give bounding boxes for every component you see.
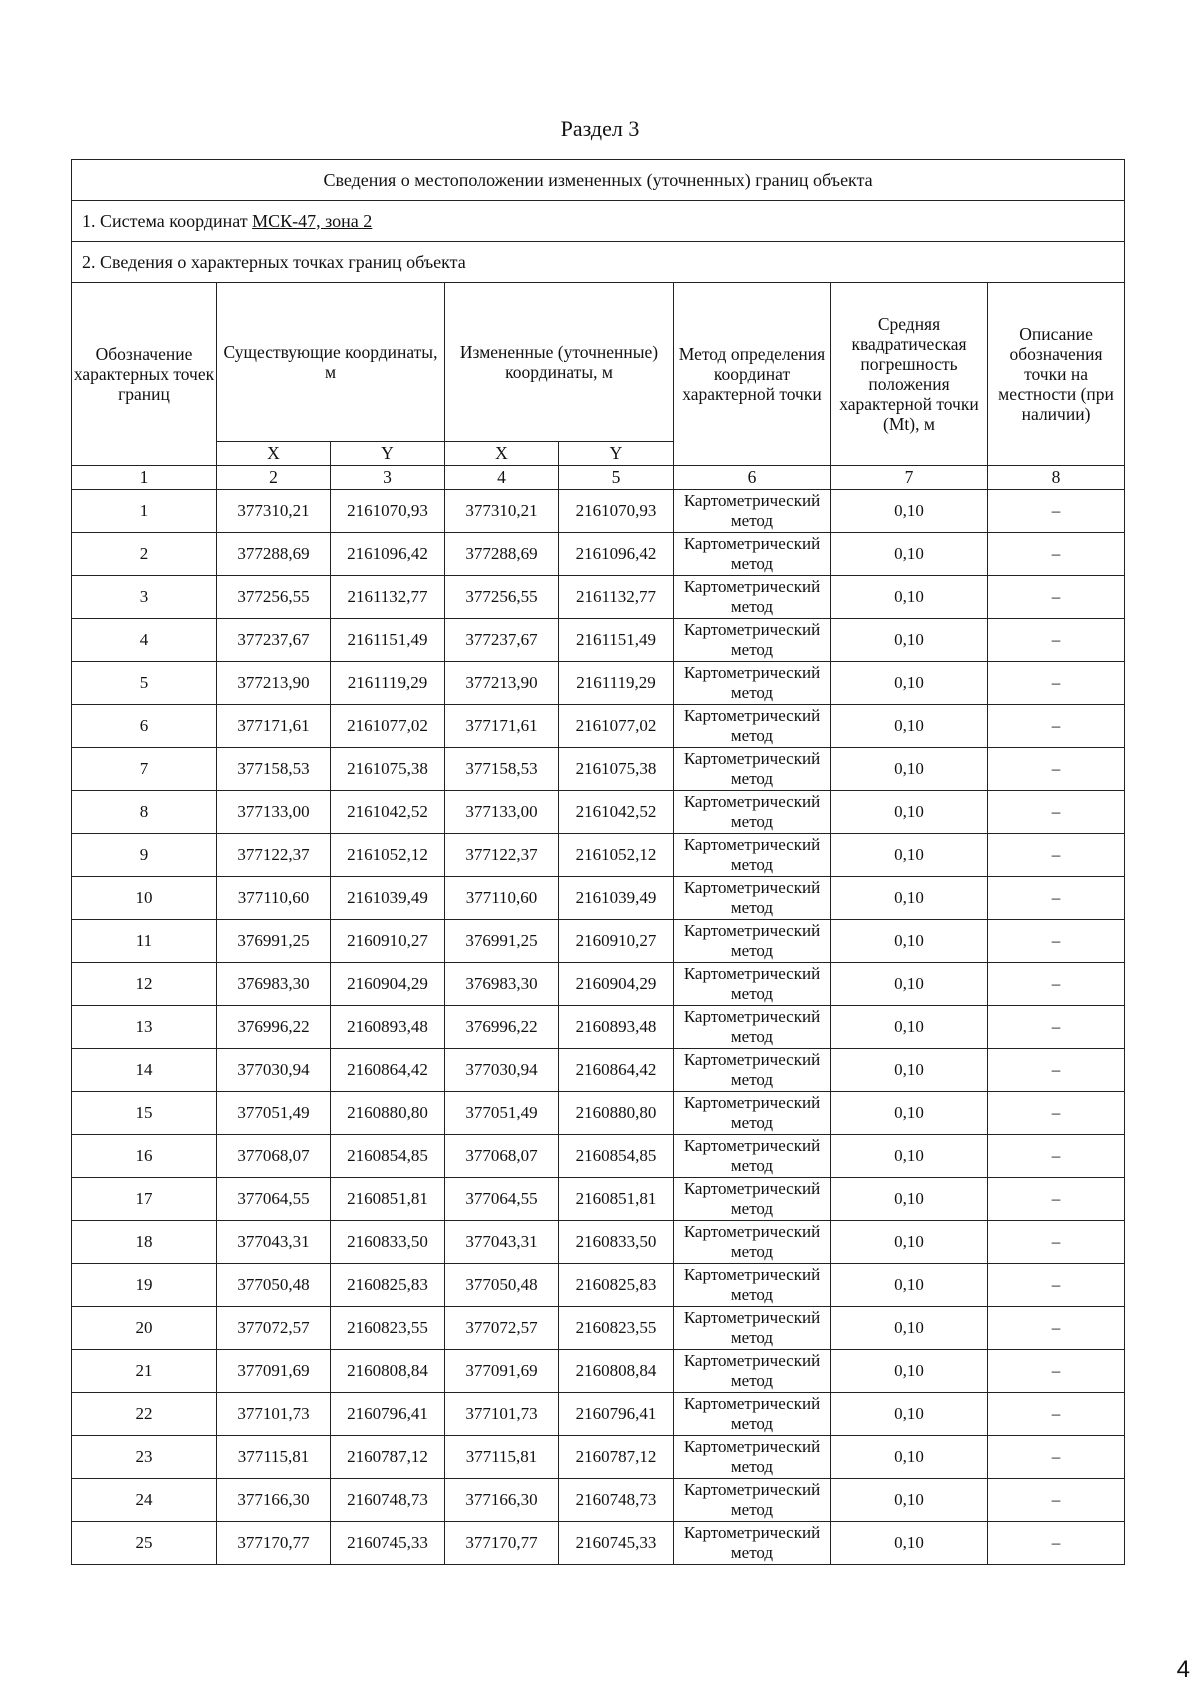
cell-existing-y: 2161039,49 [331, 877, 445, 920]
cell-existing-y: 2161077,02 [331, 705, 445, 748]
cell-point-number: 10 [72, 877, 217, 920]
cell-description: – [988, 1393, 1125, 1436]
cell-error: 0,10 [831, 1135, 988, 1178]
cell-existing-y: 2160796,41 [331, 1393, 445, 1436]
table-row [72, 662, 1125, 705]
cell-existing-y: 2161119,29 [331, 662, 445, 705]
cell-description: – [988, 1049, 1125, 1092]
cell-changed-x: 377213,90 [445, 662, 559, 705]
cell-method: Картометрический метод [674, 1393, 831, 1436]
cell-changed-y: 2160796,41 [559, 1393, 674, 1436]
cell-changed-x: 377030,94 [445, 1049, 559, 1092]
cell-existing-y: 2161075,38 [331, 748, 445, 791]
table-row [72, 1307, 1125, 1350]
table-row [72, 1436, 1125, 1479]
table-row [72, 791, 1125, 834]
cell-method: Картометрический метод [674, 1221, 831, 1264]
cell-changed-y: 2161077,02 [559, 705, 674, 748]
cell-changed-x: 377064,55 [445, 1178, 559, 1221]
cell-changed-x: 377171,61 [445, 705, 559, 748]
cell-existing-x: 377133,00 [217, 791, 331, 834]
cell-changed-y: 2161052,12 [559, 834, 674, 877]
cell-method: Картометрический метод [674, 662, 831, 705]
page-number: 4 [1176, 1656, 1190, 1683]
table-row [72, 576, 1125, 619]
cell-existing-y: 2160808,84 [331, 1350, 445, 1393]
cell-description: – [988, 920, 1125, 963]
cell-existing-x: 377115,81 [217, 1436, 331, 1479]
cell-existing-y: 2160833,50 [331, 1221, 445, 1264]
cell-method: Картометрический метод [674, 1350, 831, 1393]
cell-changed-x: 377115,81 [445, 1436, 559, 1479]
cell-description: – [988, 791, 1125, 834]
header-error: Средняя квадратическая погрешность положения характерной точки (Mt), м [831, 283, 988, 466]
cell-method: Картометрический метод [674, 963, 831, 1006]
cell-changed-x: 377310,21 [445, 490, 559, 533]
cell-existing-x: 377030,94 [217, 1049, 331, 1092]
header-changed: Измененные (уточненные) координаты, м [445, 283, 674, 442]
cell-existing-x: 377310,21 [217, 490, 331, 533]
section-title: Раздел 3 [560, 116, 640, 141]
cell-changed-y: 2160825,83 [559, 1264, 674, 1307]
cell-point-number: 19 [72, 1264, 217, 1307]
coord-system-row [72, 201, 1125, 242]
cell-existing-x: 377158,53 [217, 748, 331, 791]
cell-changed-y: 2160854,85 [559, 1135, 674, 1178]
cell-changed-x: 377072,57 [445, 1307, 559, 1350]
column-numbers-row [72, 466, 1125, 490]
cell-description: – [988, 1522, 1125, 1565]
cell-description: – [988, 533, 1125, 576]
cell-existing-y: 2160880,80 [331, 1092, 445, 1135]
cell-method: Картометрический метод [674, 1092, 831, 1135]
cell-changed-y: 2160745,33 [559, 1522, 674, 1565]
table-row [72, 1049, 1125, 1092]
cell-changed-x: 377101,73 [445, 1393, 559, 1436]
cell-changed-x: 377237,67 [445, 619, 559, 662]
header-existing: Существующие координаты, м [217, 283, 445, 442]
column-number: 8 [988, 466, 1125, 490]
cell-changed-y: 2160787,12 [559, 1436, 674, 1479]
table-row [72, 1178, 1125, 1221]
cell-error: 0,10 [831, 1436, 988, 1479]
cell-existing-x: 377288,69 [217, 533, 331, 576]
cell-changed-y: 2161132,77 [559, 576, 674, 619]
cell-error: 0,10 [831, 834, 988, 877]
cell-description: – [988, 490, 1125, 533]
cell-description: – [988, 1307, 1125, 1350]
cell-changed-y: 2160851,81 [559, 1178, 674, 1221]
cell-method: Картометрический метод [674, 1307, 831, 1350]
cell-point-number: 20 [72, 1307, 217, 1350]
column-number: 5 [559, 466, 674, 490]
boundary-points-table [71, 159, 1125, 1565]
cell-error: 0,10 [831, 1092, 988, 1135]
cell-existing-y: 2161042,52 [331, 791, 445, 834]
header-designation: Обозначение характерных точек границ [72, 283, 217, 466]
cell-existing-x: 377064,55 [217, 1178, 331, 1221]
cell-description: – [988, 1264, 1125, 1307]
cell-error: 0,10 [831, 1479, 988, 1522]
cell-existing-x: 377068,07 [217, 1135, 331, 1178]
cell-changed-x: 377110,60 [445, 877, 559, 920]
cell-changed-x: 377158,53 [445, 748, 559, 791]
header-existing-y: Y [331, 442, 445, 466]
cell-method: Картометрический метод [674, 834, 831, 877]
cell-error: 0,10 [831, 1350, 988, 1393]
header-existing-x: X [217, 442, 331, 466]
cell-existing-x: 376991,25 [217, 920, 331, 963]
cell-description: – [988, 619, 1125, 662]
cell-description: – [988, 877, 1125, 920]
cell-error: 0,10 [831, 705, 988, 748]
table-row [72, 1393, 1125, 1436]
cell-changed-x: 377091,69 [445, 1350, 559, 1393]
cell-error: 0,10 [831, 490, 988, 533]
table-row [72, 1221, 1125, 1264]
cell-point-number: 25 [72, 1522, 217, 1565]
cell-changed-y: 2160904,29 [559, 963, 674, 1006]
cell-existing-y: 2160854,85 [331, 1135, 445, 1178]
cell-existing-y: 2160904,29 [331, 963, 445, 1006]
header-description: Описание обозначения точки на местности (при наличии) [988, 283, 1125, 466]
cell-point-number: 3 [72, 576, 217, 619]
cell-point-number: 4 [72, 619, 217, 662]
cell-existing-y: 2161052,12 [331, 834, 445, 877]
column-number: 4 [445, 466, 559, 490]
table-row [72, 748, 1125, 791]
cell-existing-y: 2160893,48 [331, 1006, 445, 1049]
cell-changed-y: 2161151,49 [559, 619, 674, 662]
cell-existing-y: 2160825,83 [331, 1264, 445, 1307]
cell-method: Картометрический метод [674, 1479, 831, 1522]
cell-changed-y: 2161070,93 [559, 490, 674, 533]
cell-point-number: 22 [72, 1393, 217, 1436]
cell-changed-y: 2160880,80 [559, 1092, 674, 1135]
column-number: 2 [217, 466, 331, 490]
header-method: Метод определения координат характерной точки [674, 283, 831, 466]
cell-changed-x: 377256,55 [445, 576, 559, 619]
cell-error: 0,10 [831, 791, 988, 834]
cell-existing-x: 377256,55 [217, 576, 331, 619]
table-caption: Сведения о местоположении измененных (уточненных) границ объекта [72, 160, 1125, 201]
caption-row [72, 160, 1125, 201]
cell-changed-x: 376983,30 [445, 963, 559, 1006]
cell-description: – [988, 1178, 1125, 1221]
cell-point-number: 9 [72, 834, 217, 877]
cell-point-number: 15 [72, 1092, 217, 1135]
cell-existing-y: 2160910,27 [331, 920, 445, 963]
cell-description: – [988, 1436, 1125, 1479]
cell-method: Картометрический метод [674, 1178, 831, 1221]
cell-changed-y: 2161039,49 [559, 877, 674, 920]
cell-changed-x: 377043,31 [445, 1221, 559, 1264]
cell-method: Картометрический метод [674, 705, 831, 748]
cell-existing-x: 377043,31 [217, 1221, 331, 1264]
table-row [72, 1006, 1125, 1049]
cell-error: 0,10 [831, 533, 988, 576]
cell-description: – [988, 1092, 1125, 1135]
cell-changed-y: 2161042,52 [559, 791, 674, 834]
cell-error: 0,10 [831, 1006, 988, 1049]
cell-point-number: 7 [72, 748, 217, 791]
cell-existing-y: 2160864,42 [331, 1049, 445, 1092]
cell-method: Картометрический метод [674, 576, 831, 619]
column-number: 6 [674, 466, 831, 490]
header-changed-x: X [445, 442, 559, 466]
cell-changed-x: 377050,48 [445, 1264, 559, 1307]
cell-error: 0,10 [831, 1522, 988, 1565]
cell-existing-x: 377091,69 [217, 1350, 331, 1393]
cell-error: 0,10 [831, 1307, 988, 1350]
cell-description: – [988, 1350, 1125, 1393]
cell-method: Картометрический метод [674, 1006, 831, 1049]
cell-existing-y: 2160787,12 [331, 1436, 445, 1479]
cell-method: Картометрический метод [674, 1135, 831, 1178]
cell-description: – [988, 963, 1125, 1006]
cell-point-number: 14 [72, 1049, 217, 1092]
cell-description: – [988, 1479, 1125, 1522]
cell-method: Картометрический метод [674, 748, 831, 791]
cell-changed-y: 2160823,55 [559, 1307, 674, 1350]
coord-system-label: 1. Система координат [82, 210, 248, 231]
cell-point-number: 6 [72, 705, 217, 748]
cell-existing-y: 2160748,73 [331, 1479, 445, 1522]
cell-changed-x: 377170,77 [445, 1522, 559, 1565]
cell-method: Картометрический метод [674, 619, 831, 662]
points-info-label: 2. Сведения о характерных точках границ объекта [72, 242, 1125, 283]
cell-changed-x: 377133,00 [445, 791, 559, 834]
cell-changed-x: 377122,37 [445, 834, 559, 877]
cell-existing-y: 2161070,93 [331, 490, 445, 533]
cell-changed-x: 377051,49 [445, 1092, 559, 1135]
cell-changed-x: 377288,69 [445, 533, 559, 576]
table-body [72, 160, 1125, 1565]
cell-changed-x: 376991,25 [445, 920, 559, 963]
cell-point-number: 21 [72, 1350, 217, 1393]
cell-point-number: 11 [72, 920, 217, 963]
cell-point-number: 13 [72, 1006, 217, 1049]
table-row [72, 1092, 1125, 1135]
cell-existing-y: 2160851,81 [331, 1178, 445, 1221]
points-info-row [72, 242, 1125, 283]
cell-existing-y: 2160745,33 [331, 1522, 445, 1565]
cell-error: 0,10 [831, 619, 988, 662]
cell-error: 0,10 [831, 1264, 988, 1307]
table-row [72, 1264, 1125, 1307]
cell-existing-x: 376983,30 [217, 963, 331, 1006]
cell-point-number: 24 [72, 1479, 217, 1522]
cell-description: – [988, 834, 1125, 877]
cell-existing-x: 377171,61 [217, 705, 331, 748]
cell-error: 0,10 [831, 1221, 988, 1264]
cell-method: Картометрический метод [674, 791, 831, 834]
cell-method: Картометрический метод [674, 533, 831, 576]
table-row [72, 533, 1125, 576]
cell-existing-x: 377122,37 [217, 834, 331, 877]
table-row [72, 705, 1125, 748]
column-number: 7 [831, 466, 988, 490]
cell-point-number: 17 [72, 1178, 217, 1221]
table-row [72, 490, 1125, 533]
cell-existing-y: 2161096,42 [331, 533, 445, 576]
cell-changed-y: 2161096,42 [559, 533, 674, 576]
cell-changed-x: 377068,07 [445, 1135, 559, 1178]
cell-existing-x: 377237,67 [217, 619, 331, 662]
cell-existing-x: 376996,22 [217, 1006, 331, 1049]
cell-error: 0,10 [831, 963, 988, 1006]
cell-existing-x: 377101,73 [217, 1393, 331, 1436]
table-row [72, 920, 1125, 963]
cell-existing-y: 2161151,49 [331, 619, 445, 662]
cell-changed-y: 2160808,84 [559, 1350, 674, 1393]
cell-method: Картометрический метод [674, 920, 831, 963]
cell-existing-x: 377050,48 [217, 1264, 331, 1307]
cell-method: Картометрический метод [674, 877, 831, 920]
cell-existing-x: 377110,60 [217, 877, 331, 920]
header-row [72, 283, 1125, 442]
cell-changed-y: 2160910,27 [559, 920, 674, 963]
table-row [72, 834, 1125, 877]
table-row [72, 1479, 1125, 1522]
cell-error: 0,10 [831, 662, 988, 705]
cell-method: Картометрический метод [674, 1522, 831, 1565]
cell-changed-y: 2161119,29 [559, 662, 674, 705]
cell-changed-y: 2161075,38 [559, 748, 674, 791]
cell-changed-y: 2160893,48 [559, 1006, 674, 1049]
header-changed-y: Y [559, 442, 674, 466]
cell-changed-y: 2160833,50 [559, 1221, 674, 1264]
cell-error: 0,10 [831, 1049, 988, 1092]
cell-point-number: 16 [72, 1135, 217, 1178]
cell-point-number: 23 [72, 1436, 217, 1479]
cell-existing-x: 377072,57 [217, 1307, 331, 1350]
cell-error: 0,10 [831, 877, 988, 920]
table-row [72, 619, 1125, 662]
cell-existing-y: 2160823,55 [331, 1307, 445, 1350]
cell-description: – [988, 1006, 1125, 1049]
table-row [72, 1522, 1125, 1565]
cell-description: – [988, 1135, 1125, 1178]
cell-error: 0,10 [831, 1393, 988, 1436]
cell-error: 0,10 [831, 920, 988, 963]
cell-point-number: 5 [72, 662, 217, 705]
coord-system-value: МСК-47, зона 2 [252, 210, 373, 231]
cell-point-number: 8 [72, 791, 217, 834]
cell-changed-y: 2160748,73 [559, 1479, 674, 1522]
table-row [72, 1135, 1125, 1178]
table-row [72, 963, 1125, 1006]
cell-existing-x: 377051,49 [217, 1092, 331, 1135]
cell-description: – [988, 1221, 1125, 1264]
cell-changed-x: 377166,30 [445, 1479, 559, 1522]
cell-method: Картометрический метод [674, 1264, 831, 1307]
table-row [72, 1350, 1125, 1393]
coord-system-cell [72, 201, 1125, 242]
cell-description: – [988, 748, 1125, 791]
cell-existing-x: 377166,30 [217, 1479, 331, 1522]
cell-point-number: 1 [72, 490, 217, 533]
cell-point-number: 12 [72, 963, 217, 1006]
cell-method: Картометрический метод [674, 490, 831, 533]
cell-error: 0,10 [831, 748, 988, 791]
cell-changed-x: 376996,22 [445, 1006, 559, 1049]
cell-existing-y: 2161132,77 [331, 576, 445, 619]
cell-point-number: 18 [72, 1221, 217, 1264]
cell-error: 0,10 [831, 576, 988, 619]
cell-error: 0,10 [831, 1178, 988, 1221]
cell-method: Картометрический метод [674, 1436, 831, 1479]
cell-method: Картометрический метод [674, 1049, 831, 1092]
column-number: 3 [331, 466, 445, 490]
cell-point-number: 2 [72, 533, 217, 576]
column-number: 1 [72, 466, 217, 490]
cell-description: – [988, 576, 1125, 619]
table-row [72, 877, 1125, 920]
cell-existing-x: 377170,77 [217, 1522, 331, 1565]
cell-existing-x: 377213,90 [217, 662, 331, 705]
cell-description: – [988, 705, 1125, 748]
cell-changed-y: 2160864,42 [559, 1049, 674, 1092]
cell-description: – [988, 662, 1125, 705]
